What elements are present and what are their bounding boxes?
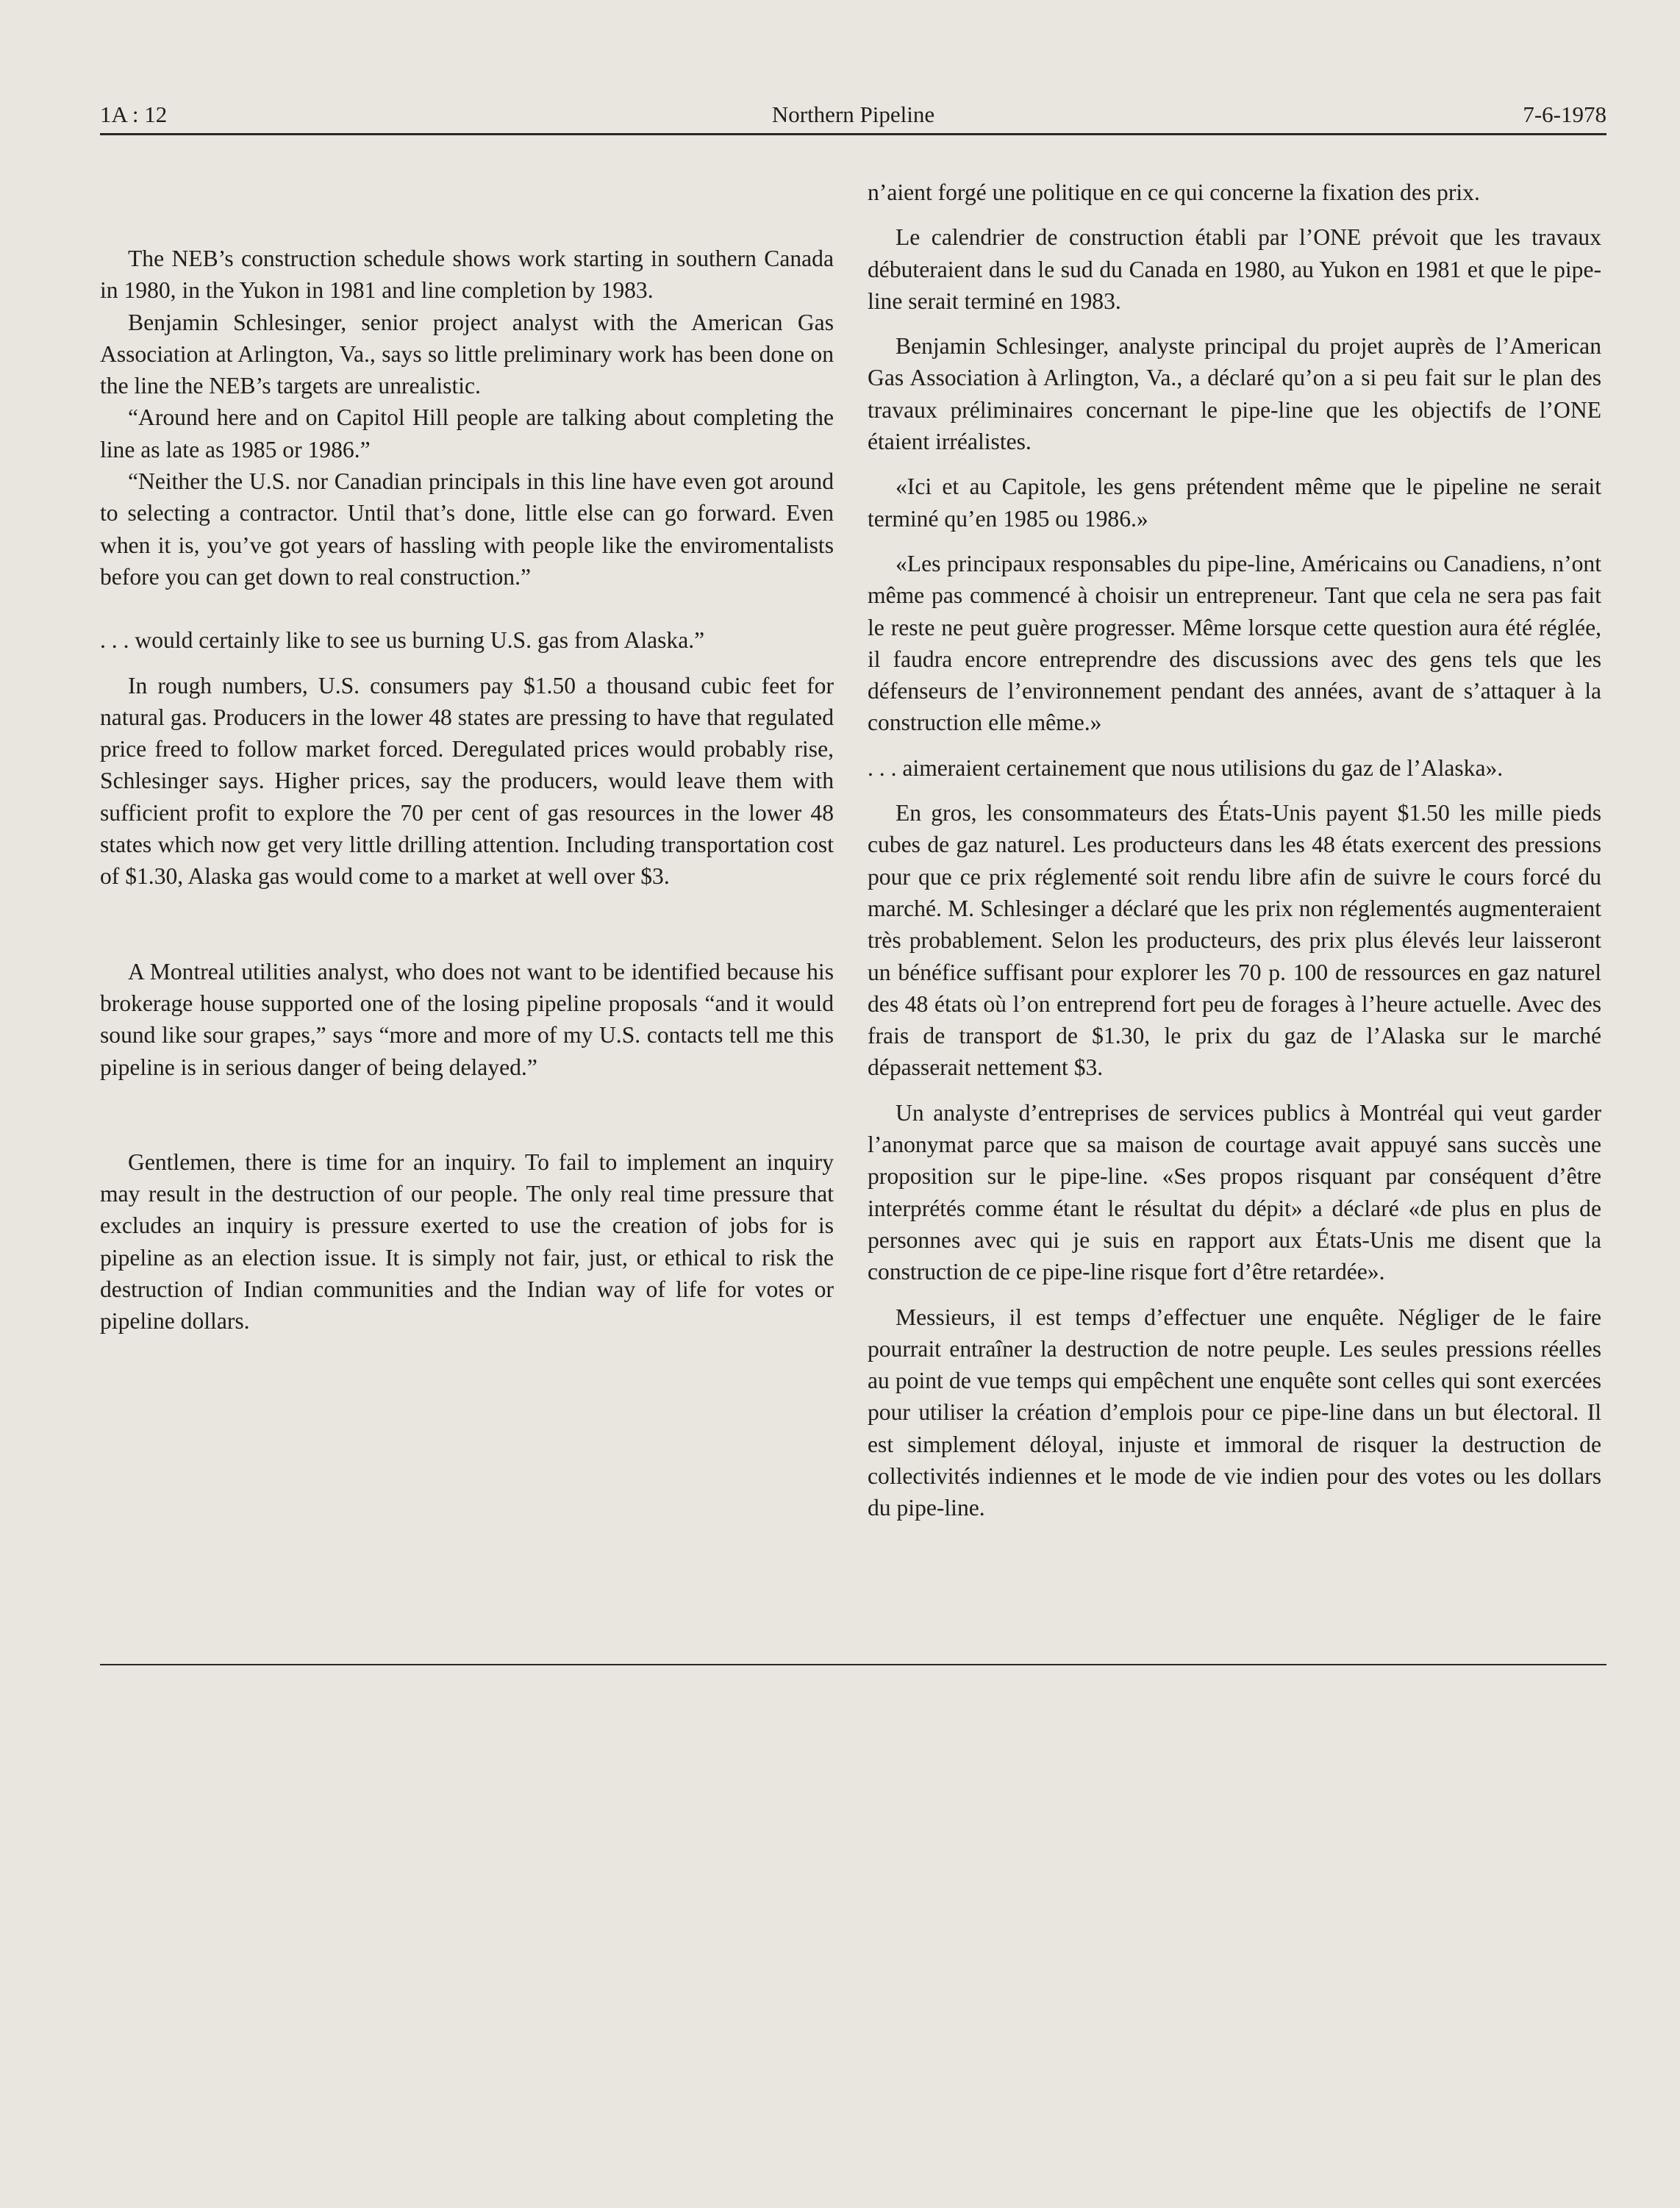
paragraph-gap <box>100 593 834 624</box>
paragraph-gap <box>868 208 1601 221</box>
english-paragraph-8: Gentlemen, there is time for an inquiry. To fail to implement an inquiry may result in the destruction of our people. The only real time pressure that excludes an inquiry is pressure exerted to use the creation of jobs for is pipeline as an election issue. It is simply not fair, just, or ethical to risk the destruction of Indian communities and the Indian way of life for votes or pipeline dollars. <box>100 1148 834 1335</box>
paragraph-gap <box>868 1084 1601 1097</box>
paragraph-gap <box>868 457 1601 471</box>
paragraph-gap <box>868 535 1601 548</box>
footer-rule <box>100 1664 1606 1665</box>
paragraph-gap <box>868 1288 1601 1301</box>
french-paragraph-8: Un analyste d’entreprises de services publics à Montréal qui veut garder l’anonymat parce que sa maison de courtage avait appuyé sans succès une proposition sur le pipe-line. «Ses propos risquant par conséquent d’être interprétés comme étant le résultat du dépit» a déclaré «de plus en plus de personnes avec qui je suis en rapport aux États-Unis me disent que la construction de ce pipe-line risque fort d’être retardée». <box>868 1099 1601 1285</box>
paragraph-gap <box>868 739 1601 752</box>
french-paragraph-1: n’aient forgé une politique en ce qui concerne la fixation des prix. <box>868 179 1480 205</box>
paragraph-gap <box>868 317 1601 330</box>
publication-date: 7-6-1978 <box>1523 101 1606 127</box>
english-paragraph-4: “Neither the U.S. nor Canadian principals in this line have even got around to selecting a contractor. Until that’s done, little else can go forward. Even when it is, you’ve got years of hassling with people like the enviromentalists before you can get down to real construction.” <box>100 468 834 590</box>
paragraph-gap <box>100 1083 834 1146</box>
page-header <box>100 97 1606 135</box>
french-paragraph-2: Le calendrier de construction établi par l’ONE prévoit que les travaux débuteraient dans le sud du Canada en 1980, au Yukon en 1981 et que le pipe-line serait terminé en 1983. <box>868 224 1601 314</box>
header-rule <box>100 133 1606 135</box>
french-column <box>868 176 1601 1524</box>
paragraph-gap <box>868 784 1601 797</box>
french-paragraph-3: Benjamin Schlesinger, analyste principal du projet auprès de l’American Gas Association à Arlington, Va., a déclaré qu’on a si peu fait sur le plan des travaux préliminaires concernant le pipe-line que les objectifs de l’ONE étaient irréalistes. <box>868 333 1601 455</box>
publication-title: Northern Pipeline <box>771 101 935 127</box>
french-paragraph-7: En gros, les consommateurs des États-Unis payent $1.50 les mille pieds cubes de gaz naturel. Les producteurs dans les 48 états exercent des pressions pour que ce prix réglementé soit rendu libre afin de suivre le cours forcé du marché. M. Schlesinger a déclaré que les prix non réglementés augmenteraient très probablement. Selon les producteurs, des prix plus élevés leur laisseront un bénéfice suffisant pour explorer les 70 p. 100 de ressources en gaz naturel des 48 états où l’on entreprend fort peu de forages à l’heure actuelle. Avec des frais de transport de $1.30, le prix du gaz de l’Alaska sur le marché dépasserait nettement $3. <box>868 800 1601 1081</box>
english-column <box>100 243 834 1337</box>
french-paragraph-5: «Les principaux responsables du pipe-line, Américains ou Canadiens, n’ont même pas commencé à choisir un entrepreneur. Tant que cela ne sera pas fait le reste ne peut guère progresser. Même lorsque cette question aura été réglée, il faudra encore entreprendre des discussions avec des gens tels que les défenseurs de l’environnement pendant des années, avant de s’attaquer à la construction elle même.» <box>868 550 1601 736</box>
english-paragraph-7: A Montreal utilities analyst, who does not want to be identified because his brokerage house supported one of the losing pipeline proposals “and it would sound like sour grapes,” says “more and more of my U.S. contacts tell me this pipeline is in serious danger of being delayed.” <box>100 958 834 1080</box>
english-paragraph-5: . . . would certainly like to see us burning U.S. gas from Alaska.” <box>100 627 705 654</box>
french-paragraph-6: . . . aimeraient certainement que nous utilisions du gaz de l’Alaska». <box>868 754 1504 781</box>
english-paragraph-3: “Around here and on Capitol Hill people are talking about completing the line as late as 1985 or 1986.” <box>100 404 834 462</box>
english-paragraph-2: Benjamin Schlesinger, senior project analyst with the American Gas Association at Arlington, Va., says so little preliminary work has been done on the line the NEB’s targets are unrealistic. <box>100 309 834 399</box>
paragraph-gap <box>100 893 834 956</box>
page-reference: 1A : 12 <box>100 101 168 127</box>
english-paragraph-6: In rough numbers, U.S. consumers pay $1.50 a thousand cubic feet for natural gas. Producers in the lower 48 states are pressing to have that regulated price freed to follow market forced. Deregulated prices would probably rise, Schlesinger says. Higher prices, say the producers, would leave them with sufficient profit to explore the 70 per cent of gas resources in the lower 48 states which now get very little drilling attention. Including transportation cost of $1.30, Alaska gas would come to a market at well over $3. <box>100 672 834 890</box>
french-paragraph-4: «Ici et au Capitole, les gens prétendent même que le pipeline ne serait terminé qu’en 1985 ou 1986.» <box>868 474 1601 532</box>
english-paragraph-1: The NEB’s construction schedule shows work starting in southern Canada in 1980, in the Yukon in 1981 and line completion by 1983. <box>100 246 834 304</box>
french-paragraph-9: Messieurs, il est temps d’effectuer une enquête. Négliger de le faire pourrait entraîner la destruction de notre peuple. Les seules pressions réelles au point de vue temps qui empêchent une enquête sont celles qui sont exercées pour utiliser la création d’emplois pour ce pipe-line dans un but électoral. Il est simplement déloyal, injuste et immoral de risquer la destruction de collectivités indiennes et le mode de vie indien pour des votes ou les dollars du pipe-line. <box>868 1304 1601 1521</box>
paragraph-gap <box>100 657 834 670</box>
